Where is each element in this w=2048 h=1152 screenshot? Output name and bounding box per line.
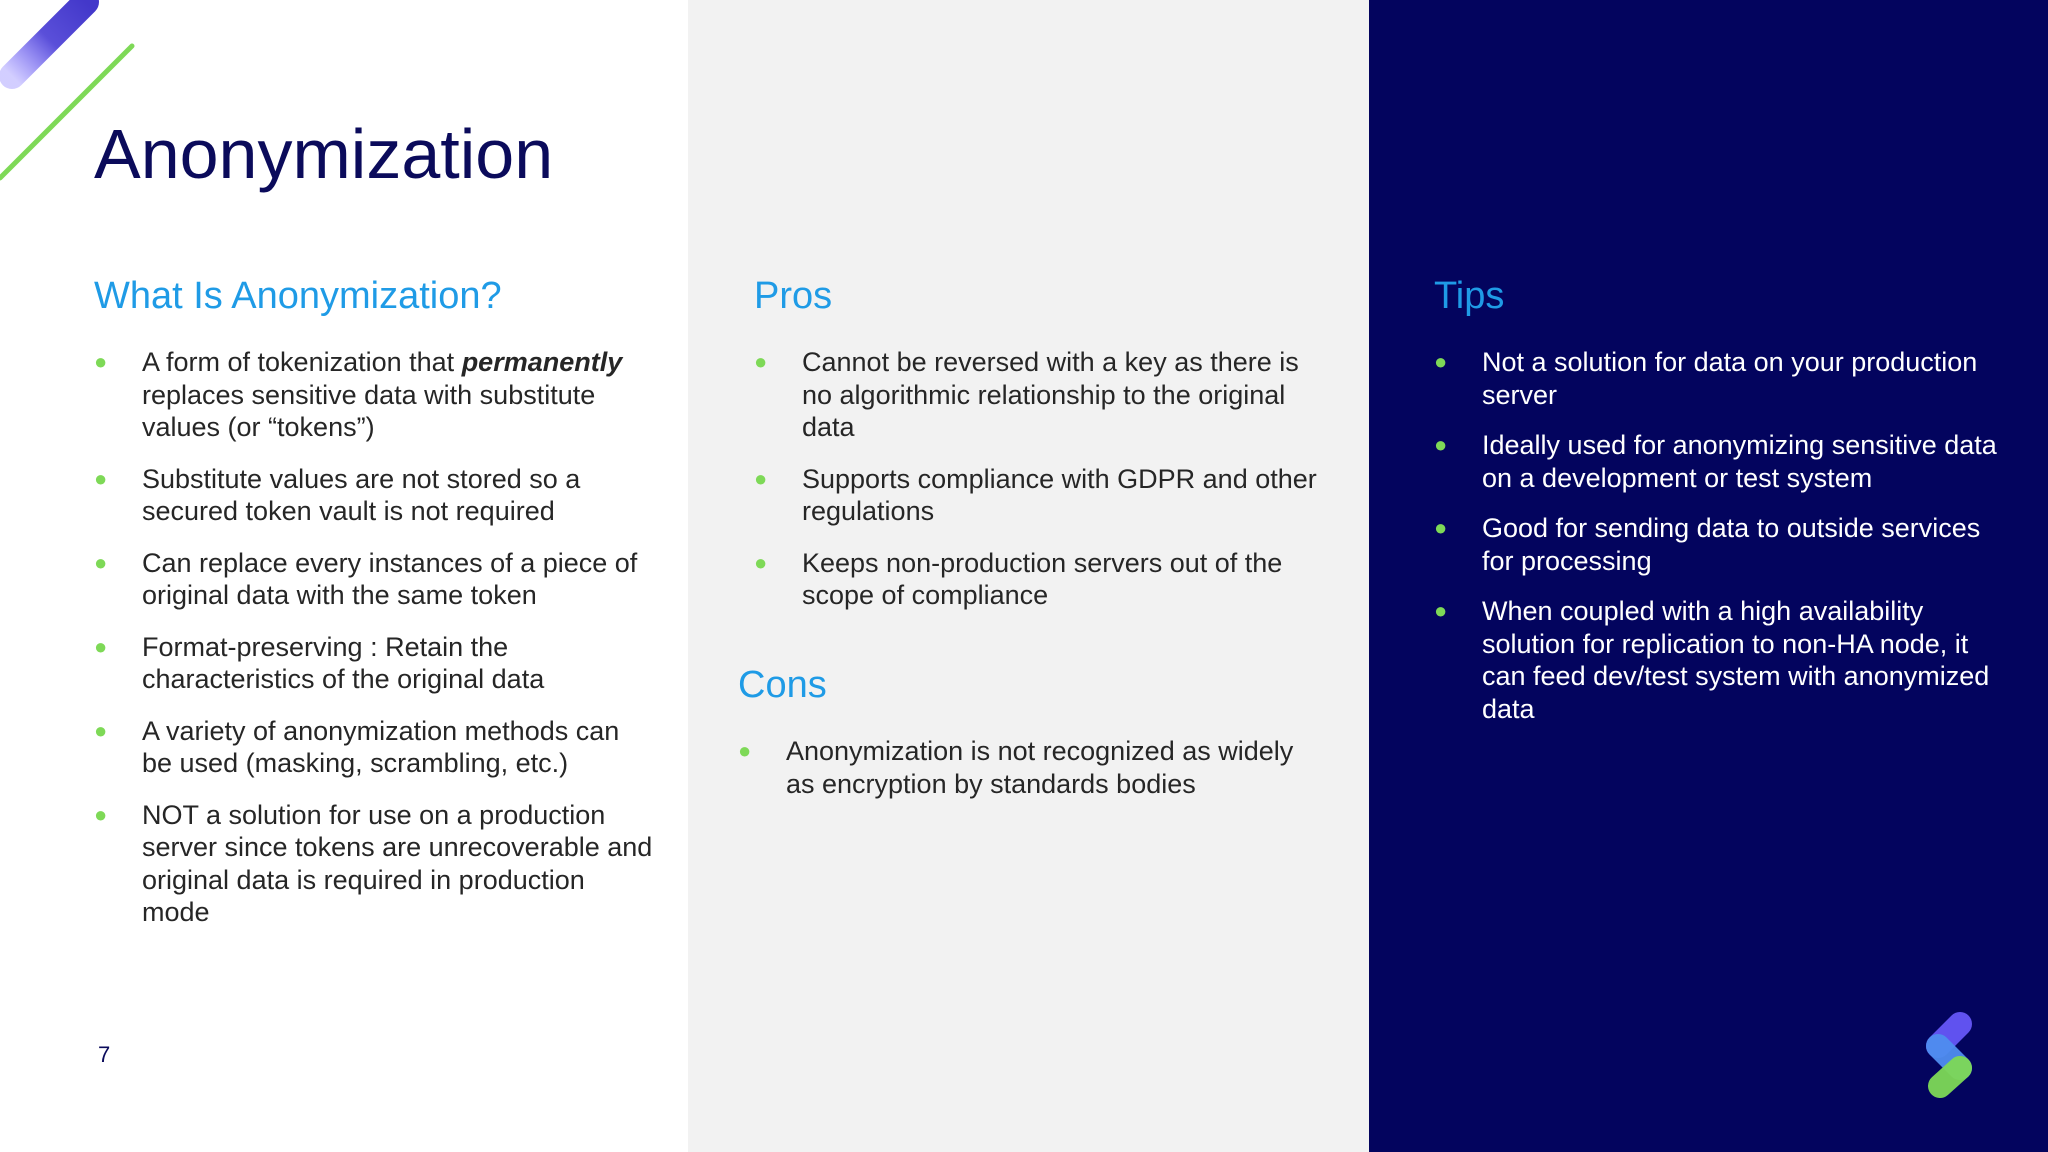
bullet-text-after: replaces sensitive data with substitute values (or “tokens”) [142, 379, 596, 442]
list-item [94, 346, 654, 444]
bullet-text: Good for sending data to outside services for processing [1482, 513, 1981, 576]
list-item [754, 346, 1334, 444]
bullet-text: Cannot be reversed with a key as there is no algorithmic relationship to the original data [802, 347, 1299, 442]
list-item [94, 547, 654, 612]
bullet-text: Format-preserving : Retain the characteristics of the original data [142, 631, 545, 694]
bullet-text: Keeps non-production servers out of the scope of compliance [802, 547, 1283, 610]
tips-list [1434, 346, 2004, 743]
bullet-text: Not a solution for data on your production server [1482, 347, 1978, 410]
list-item [1434, 512, 2004, 577]
cons-heading: Cons [738, 664, 827, 706]
pros-list [754, 346, 1334, 631]
bullet-dot-icon: ● [754, 465, 768, 491]
bullet-dot-icon: ● [754, 549, 768, 575]
bullet-dot-icon: ● [94, 801, 108, 827]
bullet-dot-icon: ● [94, 717, 108, 743]
slide-title: Anonymization [94, 115, 554, 193]
bullet-text: NOT a solution for use on a production server since tokens are unrecoverable and original data is required in production mode [142, 799, 653, 927]
bullet-emphasis: permanently [461, 347, 623, 377]
bullet-text: Substitute values are not stored so a secured token vault is not required [142, 463, 581, 526]
pros-heading: Pros [754, 275, 833, 317]
bullet-dot-icon: ● [94, 465, 108, 491]
what-is-list [94, 346, 654, 948]
page-number: 7 [98, 1042, 111, 1067]
list-item [754, 547, 1334, 612]
bullet-dot-icon: ● [1434, 598, 1448, 623]
tips-heading: Tips [1434, 275, 1505, 317]
list-item [94, 631, 654, 696]
brand-logo-icon [1920, 1010, 1978, 1098]
bullet-dot-icon: ● [1434, 515, 1448, 540]
bullet-dot-icon: ● [94, 349, 108, 374]
list-item [94, 799, 654, 929]
cons-list [738, 735, 1298, 819]
bullet-text: Supports compliance with GDPR and other regulations [802, 463, 1317, 526]
bullet-text: Can replace every instances of a piece of original data with the same token [142, 547, 638, 610]
bullet-dot-icon: ● [754, 349, 768, 374]
bullet-dot-icon: ● [1434, 432, 1448, 457]
list-item [94, 463, 654, 528]
bullet-text: Ideally used for anonymizing sensitive data on a development or test system [1482, 430, 1997, 493]
list-item [754, 463, 1334, 528]
bullet-dot-icon: ● [1434, 349, 1448, 374]
bullet-text: Anonymization is not recognized as widely as encryption by standards bodies [786, 736, 1294, 799]
list-item [94, 715, 654, 780]
bullet-dot-icon: ● [94, 633, 108, 659]
list-item [1434, 346, 2004, 411]
bullet-text-before: A form of tokenization that [142, 347, 462, 377]
what-is-heading: What Is Anonymization? [94, 275, 502, 317]
list-item [1434, 429, 2004, 494]
list-item [1434, 595, 2004, 725]
bullet-text: A variety of anonymization methods can be used (masking, scrambling, etc.) [142, 715, 620, 778]
bullet-text: When coupled with a high availability solution for replication to non-HA node, it can feed dev/test system with anonymized data [1482, 596, 1990, 724]
list-item [738, 735, 1298, 800]
bullet-dot-icon: ● [94, 549, 108, 575]
bullet-dot-icon: ● [738, 738, 752, 763]
